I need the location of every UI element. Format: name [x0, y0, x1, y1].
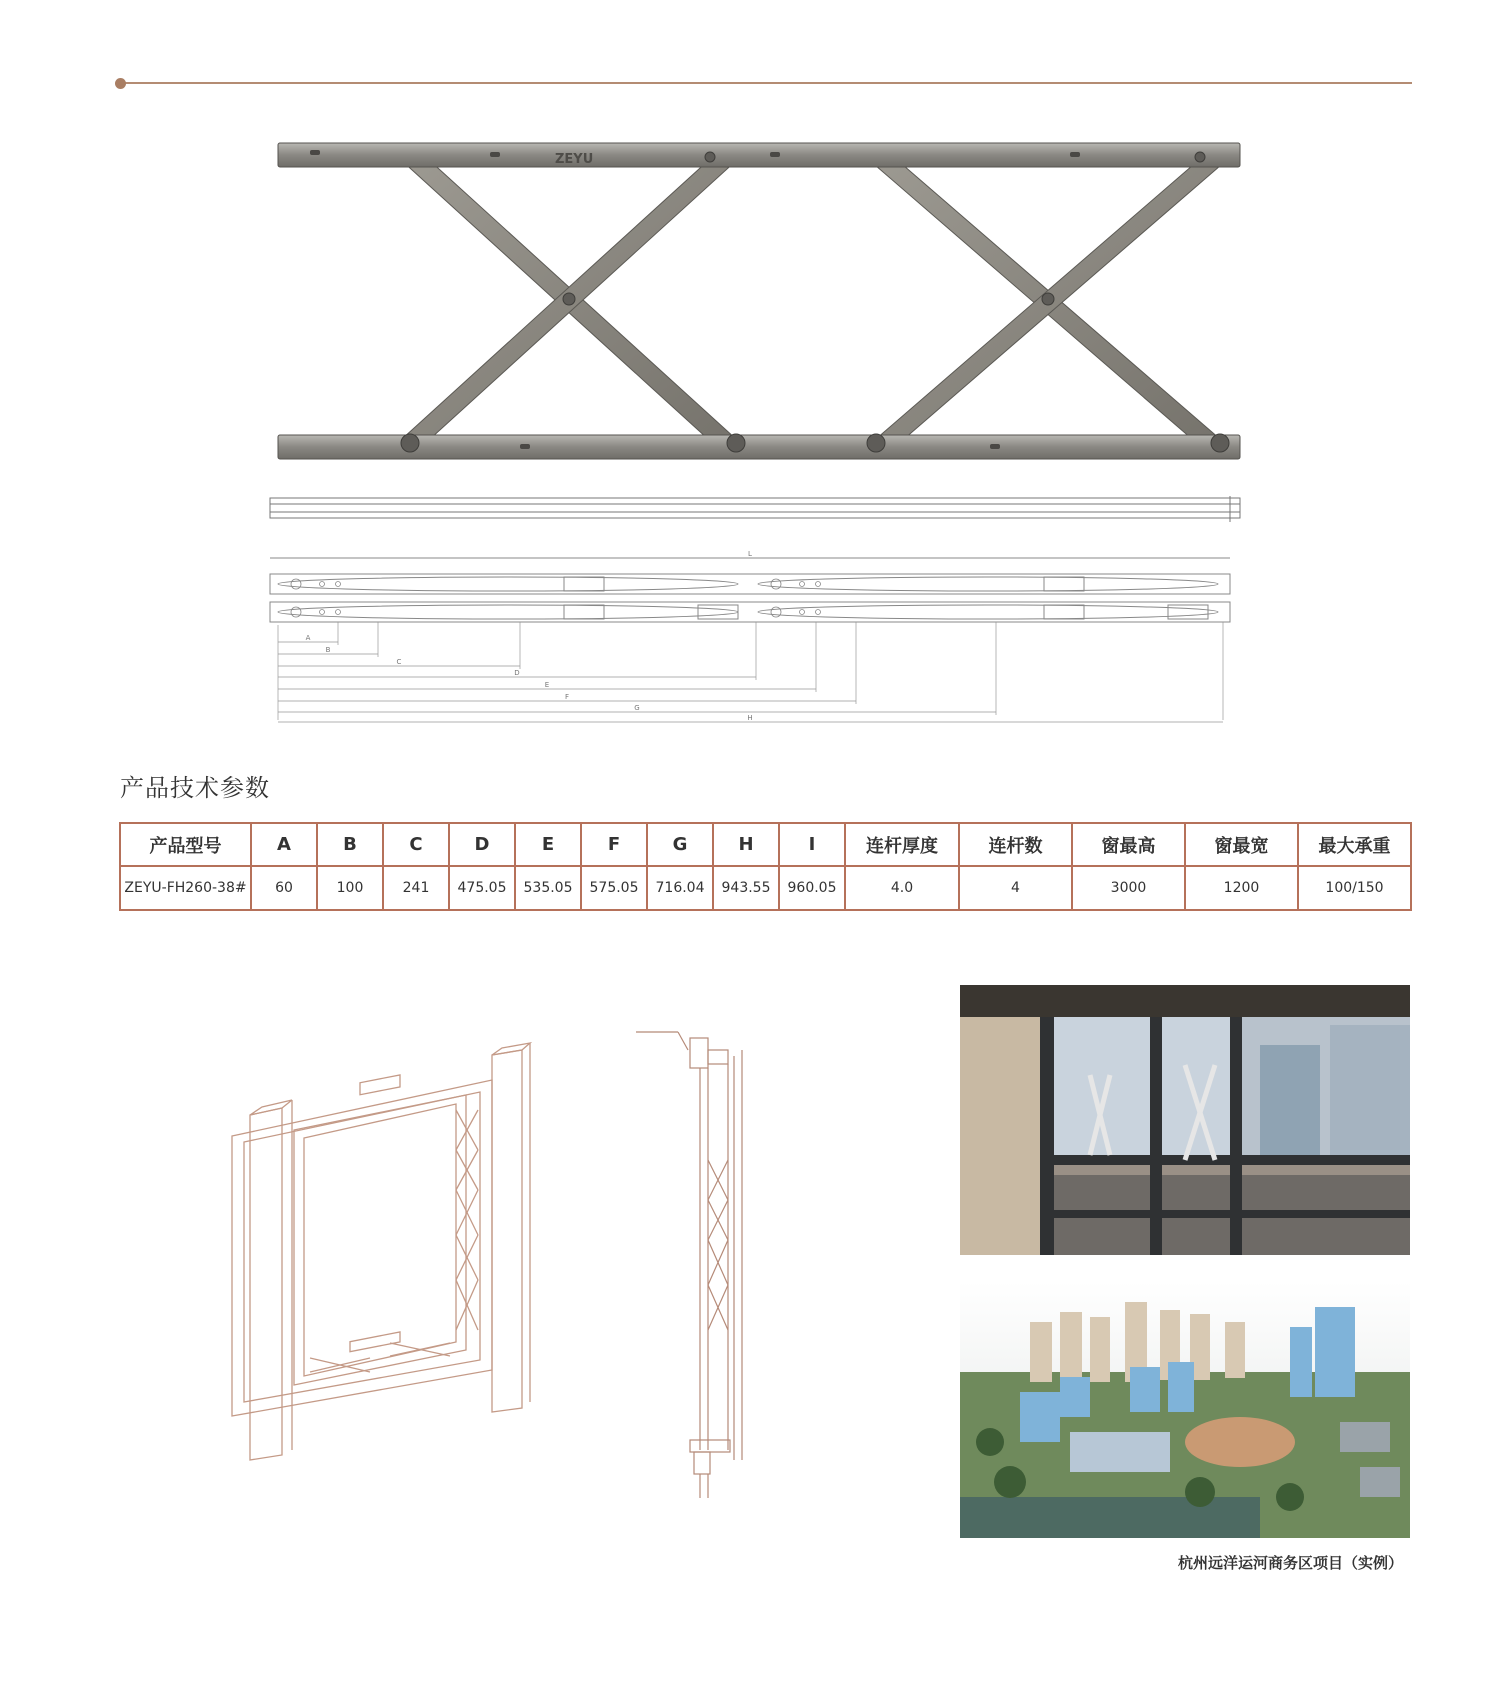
header-link-count: 连杆数 — [959, 823, 1072, 866]
header-f: F — [581, 823, 647, 866]
hinge-dimension-drawing — [268, 550, 1248, 725]
header-c: C — [383, 823, 449, 866]
hinge-side-profile-drawing — [268, 494, 1248, 524]
cell-model: ZEYU-FH260-38# — [120, 866, 251, 910]
cell-d: 475.05 — [449, 866, 515, 910]
cell-link-count: 4 — [959, 866, 1072, 910]
dim-label-L: L — [748, 550, 752, 558]
cell-max-width: 1200 — [1185, 866, 1298, 910]
section-title: 产品技术参数 — [120, 774, 270, 802]
cell-f: 575.05 — [581, 866, 647, 910]
header-rule — [122, 82, 1412, 84]
project-aerial-rendering — [960, 1282, 1410, 1538]
header-i: I — [779, 823, 845, 866]
header-max-load: 最大承重 — [1298, 823, 1411, 866]
hinge-product-photo — [270, 135, 1250, 470]
dim-label-C: C — [396, 658, 402, 666]
cell-c: 241 — [383, 866, 449, 910]
header-g: G — [647, 823, 713, 866]
header-max-width: 窗最宽 — [1185, 823, 1298, 866]
cell-b: 100 — [317, 866, 383, 910]
dim-label-E: E — [544, 681, 550, 689]
header-max-height: 窗最高 — [1072, 823, 1185, 866]
dim-label-A: A — [305, 634, 311, 642]
cell-link-thickness: 4.0 — [845, 866, 959, 910]
header-link-thickness: 连杆厚度 — [845, 823, 959, 866]
header-h: H — [713, 823, 779, 866]
cell-max-height: 3000 — [1072, 866, 1185, 910]
project-caption: 杭州远洋运河商务区项目（实例） — [1177, 1554, 1403, 1572]
window-installation-drawing — [230, 1040, 550, 1470]
cell-h: 943.55 — [713, 866, 779, 910]
dim-label-D: D — [514, 669, 520, 677]
table-row — [120, 866, 1411, 910]
cell-max-load: 100/150 — [1298, 866, 1411, 910]
dim-label-H: H — [747, 714, 753, 722]
header-b: B — [317, 823, 383, 866]
project-interior-photo — [960, 985, 1410, 1255]
cell-a: 60 — [251, 866, 317, 910]
cell-e: 535.05 — [515, 866, 581, 910]
header-d: D — [449, 823, 515, 866]
cell-g: 716.04 — [647, 866, 713, 910]
header-model: 产品型号 — [120, 823, 251, 866]
cell-i: 960.05 — [779, 866, 845, 910]
dim-label-B: B — [325, 646, 331, 654]
dim-label-G: G — [634, 704, 640, 712]
spec-table-header-row — [120, 823, 1411, 866]
header-rule-dot — [115, 78, 126, 89]
hinge-brand-mark: ZEYU — [555, 152, 594, 167]
dim-label-F: F — [564, 693, 570, 701]
header-e: E — [515, 823, 581, 866]
header-a: A — [251, 823, 317, 866]
spec-table — [119, 822, 1412, 911]
window-section-drawing — [630, 1020, 780, 1500]
